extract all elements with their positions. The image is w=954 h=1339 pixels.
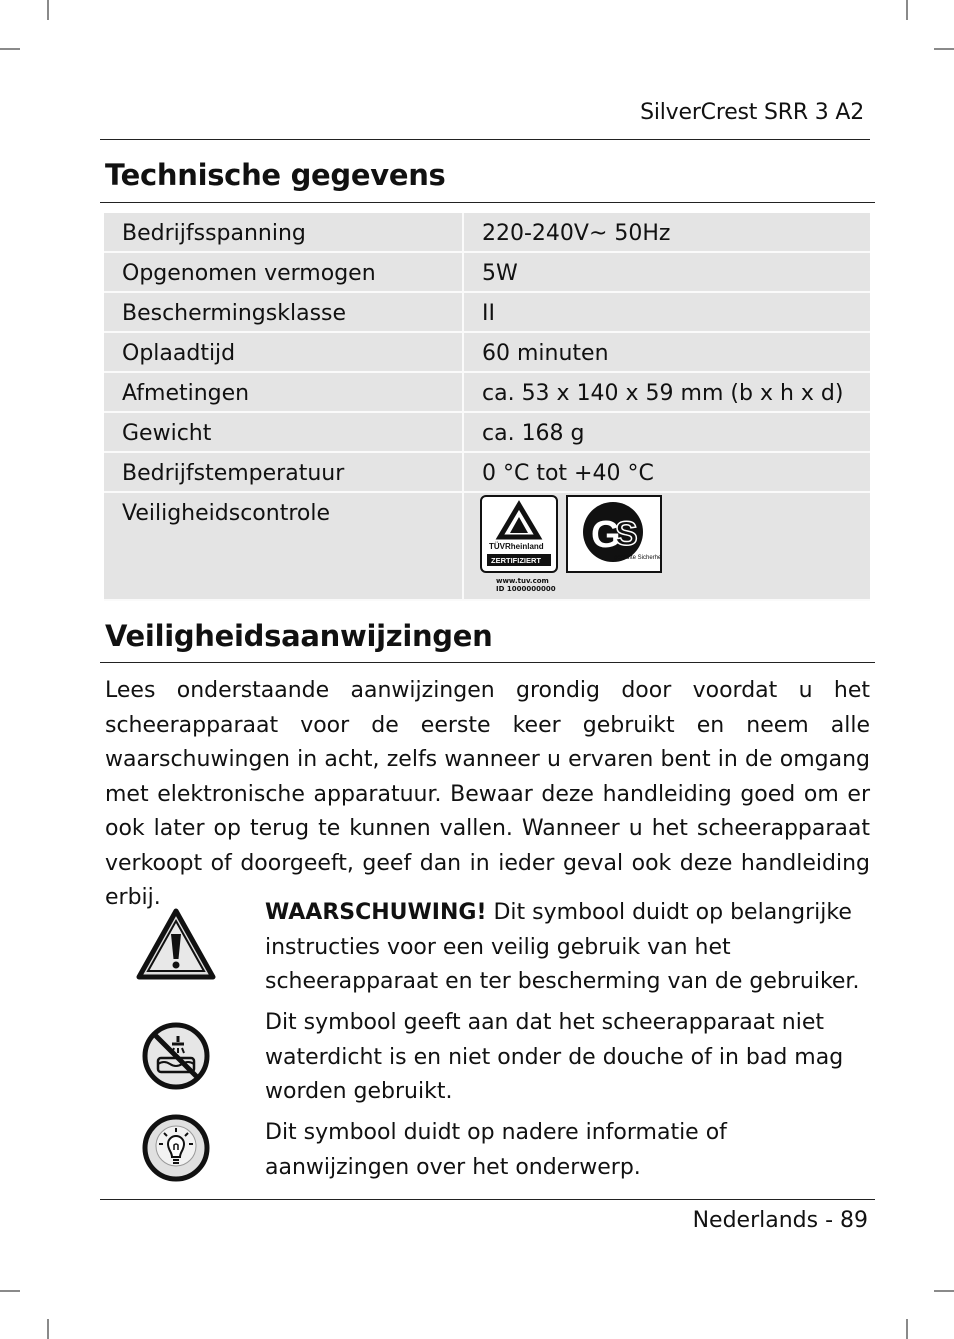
table-row: [104, 213, 870, 253]
spec-table: [104, 213, 870, 601]
no-water-icon: [142, 1022, 210, 1090]
crop-mark: [0, 1290, 20, 1292]
spec-label: Oplaadtijd: [104, 333, 462, 373]
crop-mark: [0, 48, 20, 50]
spec-value: ca. 53 x 140 x 59 mm (b x h x d): [462, 373, 870, 413]
crop-mark: [47, 1319, 49, 1339]
warning-label: WAARSCHUWING!: [265, 900, 487, 925]
crop-mark: [47, 0, 49, 20]
spec-label: Gewicht: [104, 413, 462, 453]
symbol-description: Dit symbool duidt op nadere informatie of aanwijzingen over het onderwerp.: [265, 1120, 727, 1180]
symbol-description: [265, 896, 875, 1000]
crop-mark: [934, 48, 954, 50]
svg-text:S: S: [615, 515, 638, 553]
table-row: [104, 253, 870, 293]
table-row: [104, 413, 870, 453]
table-row: [104, 373, 870, 413]
spec-value: II: [462, 293, 870, 333]
section-rule: [100, 662, 875, 663]
section-heading-safety: Veiligheidsaanwijzingen: [105, 619, 493, 653]
header-rule: [100, 139, 870, 140]
tuv-triangle-icon: [482, 497, 556, 571]
spec-value: 220-240V~ 50Hz: [462, 213, 870, 253]
certification-logos: [480, 495, 870, 573]
certification-logos-cell: [462, 493, 870, 601]
symbol-text: Dit symbool duidt op belangrijke instructies voor een veilig gebruik van het scheerapparaat en ter bescherming van de gebruiker.: [265, 900, 860, 994]
table-row: [104, 453, 870, 493]
table-row: [104, 493, 870, 601]
footer-page-number: Nederlands - 89: [692, 1208, 868, 1233]
tuv-brand-text: TÜVRheinland: [489, 542, 544, 551]
lightbulb-icon: [142, 1114, 210, 1182]
footer-rule: [100, 1199, 875, 1200]
intro-paragraph: Lees onderstaande aanwijzingen grondig door voordat u het scheerapparaat voor de eerste keer gebruikt en neem alle waarschuwingen in acht, zelfs wanneer u ervaren bent in de omgang met elektronische apparatuur. Bewaar deze handleiding goed om er ook later op terug te kunnen vallen. Wanneer u het scheerapparaat verkoopt of doorgeeft, geef dan in ieder geval ook deze handleiding erbij.: [105, 678, 870, 910]
table-row: [104, 293, 870, 333]
symbol-description: Dit symbool geeft aan dat het scheerapparaat niet waterdicht is en niet onder de douche of in bad mag worden gebruikt.: [265, 1010, 844, 1104]
section-rule: [100, 202, 875, 203]
gs-certification-logo: [566, 495, 662, 573]
running-header: SilverCrest SRR 3 A2: [640, 100, 864, 125]
spec-value: 60 minuten: [462, 333, 870, 373]
spec-value: ca. 168 g: [462, 413, 870, 453]
crop-mark: [934, 1290, 954, 1292]
spec-label: Beschermingsklasse: [104, 293, 462, 333]
warning-triangle-icon: [136, 908, 216, 980]
spec-value: 0 °C tot +40 °C: [462, 453, 870, 493]
spec-label: Bedrijfsspanning: [104, 213, 462, 253]
table-row: [104, 333, 870, 373]
spec-label: Opgenomen vermogen: [104, 253, 462, 293]
tuv-badge-text: ZERTIFIZIERT: [491, 556, 541, 565]
tuv-certification-logo: [480, 495, 558, 573]
certificate-small-text: www.tuv.com: [496, 577, 549, 585]
gs-mark-icon: [568, 497, 660, 571]
gs-caption-text: geprüfte Sicherheit: [614, 555, 660, 561]
crop-mark: [906, 0, 908, 20]
section-heading-technical: Technische gegevens: [105, 158, 446, 192]
svg-text:G: G: [591, 514, 621, 556]
spec-label: Bedrijfstemperatuur: [104, 453, 462, 493]
crop-mark: [906, 1319, 908, 1339]
certificate-id: ID 1000000000: [496, 585, 556, 593]
spec-label: Afmetingen: [104, 373, 462, 413]
spec-label: Veiligheidscontrole: [104, 493, 462, 601]
spec-value: 5W: [462, 253, 870, 293]
